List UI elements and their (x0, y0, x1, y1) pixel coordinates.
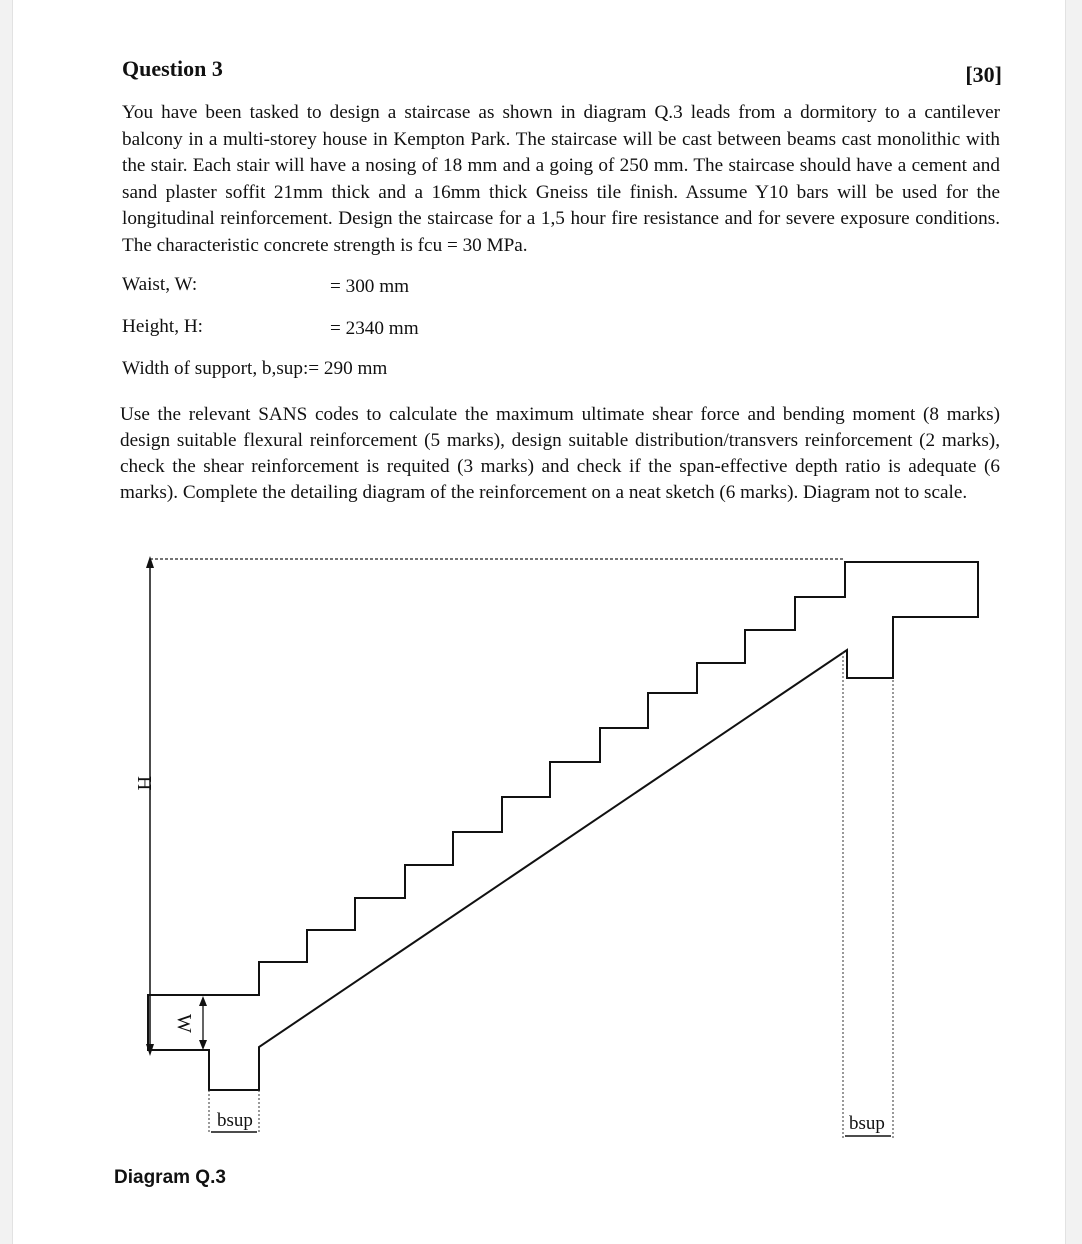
waist-label: W (173, 1014, 195, 1033)
waist-value: = 300 mm (330, 276, 410, 297)
waist-label: Waist, W: (122, 274, 198, 295)
task-paragraph: Use the relevant SANS codes to calculate the maximum ultimate shear force and bending moment (8 marks) design suitable flexural reinforcement (5 marks), design suitable distribution/transvers reinforcement (2 marks), check the shear reinforcement is requited (3 marks) and check if the span-effective depth ratio is adequate (6 marks). Complete the detailing diagram of the reinforcement on a neat sketch (6 marks). Diagram not to scale. (120, 404, 1000, 503)
staircase-outline (148, 562, 978, 1090)
question-marks: [30] (965, 62, 1002, 87)
bsup-right-label: bsup (849, 1113, 885, 1134)
bsup-left-label: bsup (217, 1110, 253, 1131)
height-arrow-top (146, 556, 154, 568)
waist-arrow-top (199, 996, 207, 1006)
question-title: Question 3 (122, 56, 223, 81)
diagram-caption: Diagram Q.3 (114, 1167, 226, 1188)
intro-paragraph: You have been tasked to design a staircase as shown in diagram Q.3 leads from a dormitory to a cantilever balcony in a multi-storey house in Kempton Park. The staircase will be cast between beams cast monolithic with the stair. Each stair will have a nosing of 18 mm and a going of 250 mm. The staircase should have a cement and sand plaster soffit 21mm thick and a 16mm thick Gneiss tile finish. Assume Y10 bars will be used for the longitudinal reinforcement. Design the staircase for a 1,5 hour fire resistance and for severe exposure conditions. The characteristic concrete strength is fcu = 30 MPa. (122, 102, 1000, 256)
height-value: = 2340 mm (330, 318, 419, 339)
height-label: Height, H: (122, 316, 204, 337)
height-label: H (133, 776, 155, 791)
support-width-text: Width of support, b,sup:= 290 mm (122, 358, 388, 379)
waist-arrow-bottom (199, 1040, 207, 1050)
